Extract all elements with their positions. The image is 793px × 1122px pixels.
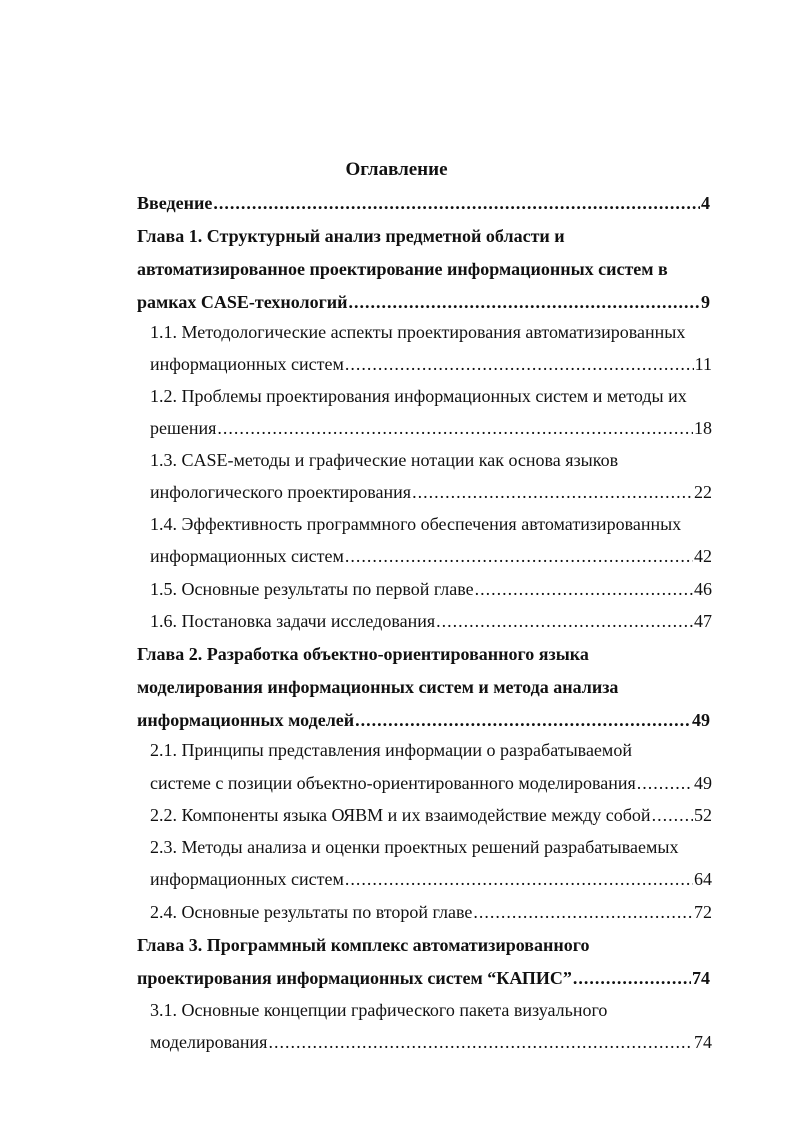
dot-leader — [345, 350, 694, 378]
dot-leader — [652, 801, 693, 829]
toc-section-1-3-line-2[interactable] — [150, 478, 712, 506]
toc-page-number: 47 — [694, 611, 712, 631]
toc-page-number: 49 — [694, 773, 712, 793]
toc-chapter-2-line-1[interactable]: Глава 2. Разработка объектно-ориентированного языка — [137, 644, 589, 664]
toc-page-number: 49 — [692, 710, 710, 730]
toc-section-1-3-line-1[interactable]: 1.3. CASE-методы и графические нотации как основа языков — [150, 450, 619, 470]
toc-section-1-2-line-2[interactable] — [150, 414, 712, 442]
toc-page-number: 72 — [694, 902, 712, 922]
toc-chapter-1-line-1[interactable]: Глава 1. Структурный анализ предметной области и — [137, 226, 565, 246]
dot-leader — [217, 414, 693, 442]
toc-entry-text: 2.4. Основные результаты по второй главе — [150, 902, 473, 922]
dot-leader — [349, 288, 701, 316]
toc-entry-text: информационных систем — [150, 869, 344, 889]
toc-section-1-2-line-1[interactable]: 1.2. Проблемы проектирования информационных систем и методы их — [150, 386, 687, 406]
toc-entry-text: решения — [150, 418, 217, 438]
toc-page-number: 52 — [694, 805, 712, 825]
toc-chapter-1-line-3[interactable] — [137, 288, 710, 316]
toc-chapter-3-line-2[interactable] — [137, 964, 710, 992]
toc-chapter-1-line-2[interactable]: автоматизированное проектирование информационных систем в — [137, 259, 668, 279]
toc-entry-text: 1.6. Постановка задачи исследования — [150, 611, 436, 631]
toc-entry-text: информационных систем — [150, 354, 344, 374]
toc-page-number: 46 — [694, 579, 712, 599]
toc-section-2-4[interactable] — [150, 898, 712, 926]
toc-entry-text: инфологического проектирования — [150, 482, 412, 502]
dot-leader — [345, 865, 693, 893]
toc-section-2-2[interactable] — [150, 801, 712, 829]
dot-leader — [345, 542, 693, 570]
toc-page-number: 42 — [694, 546, 712, 566]
toc-section-2-1-line-1[interactable]: 2.1. Принципы представления информации о разрабатываемой — [150, 740, 632, 760]
toc-entry-text: информационных моделей — [137, 710, 355, 730]
toc-entry-text: проектирования информационных систем “КАПИС” — [137, 968, 572, 988]
toc-section-1-4-line-1[interactable]: 1.4. Эффективность программного обеспечения автоматизированных — [150, 514, 682, 534]
dot-leader — [355, 706, 691, 734]
toc-page-number: 11 — [694, 354, 712, 374]
toc-section-2-3-line-1[interactable]: 2.3. Методы анализа и оценки проектных решений разрабатываемых — [150, 837, 679, 857]
toc-section-1-1-line-1[interactable]: 1.1. Методологические аспекты проектирования автоматизированных — [150, 322, 686, 342]
toc-page-number: 9 — [701, 292, 710, 312]
toc-section-1-1-line-2[interactable] — [150, 350, 712, 378]
dot-leader — [268, 1028, 693, 1056]
toc-entry-intro[interactable] — [137, 189, 710, 217]
toc-page-number: 74 — [694, 1032, 712, 1052]
toc-entry-text: моделирования — [150, 1032, 268, 1052]
toc-section-1-5[interactable] — [150, 575, 712, 603]
toc-entry-text: информационных систем — [150, 546, 344, 566]
toc-section-3-1-line-2[interactable] — [150, 1028, 712, 1056]
page-title: Оглавление — [345, 159, 448, 180]
toc-section-1-6[interactable] — [150, 607, 712, 635]
dot-leader — [213, 189, 700, 217]
toc-section-2-1-line-2[interactable] — [150, 769, 712, 797]
dot-leader — [412, 478, 693, 506]
toc-chapter-2-line-3[interactable] — [137, 706, 710, 734]
toc-section-1-4-line-2[interactable] — [150, 542, 712, 570]
dot-leader — [573, 964, 691, 992]
dot-leader — [475, 575, 693, 603]
toc-page-number: 64 — [694, 869, 712, 889]
toc-entry-text: Введение — [137, 193, 213, 213]
toc-entry-text: 2.2. Компоненты языка ОЯВМ и их взаимодействие между собой — [150, 805, 651, 825]
toc-entry-text: системе с позиции объектно-ориентированного моделирования — [150, 773, 636, 793]
dot-leader — [637, 769, 693, 797]
toc-entry-text: рамках CASE-технологий — [137, 292, 348, 312]
toc-page-number: 18 — [694, 418, 712, 438]
toc-section-2-3-line-2[interactable] — [150, 865, 712, 893]
dot-leader — [473, 898, 693, 926]
toc-chapter-3-line-1[interactable]: Глава 3. Программный комплекс автоматизированного — [137, 935, 590, 955]
dot-leader — [436, 607, 693, 635]
toc-page-number: 22 — [694, 482, 712, 502]
toc-section-3-1-line-1[interactable]: 3.1. Основные концепции графического пакета визуального — [150, 1000, 608, 1020]
toc-chapter-2-line-2[interactable]: моделирования информационных систем и метода анализа — [137, 677, 619, 697]
toc-page-number: 4 — [701, 193, 710, 213]
toc-entry-text: 1.5. Основные результаты по первой главе — [150, 579, 474, 599]
toc-page-number: 74 — [692, 968, 710, 988]
